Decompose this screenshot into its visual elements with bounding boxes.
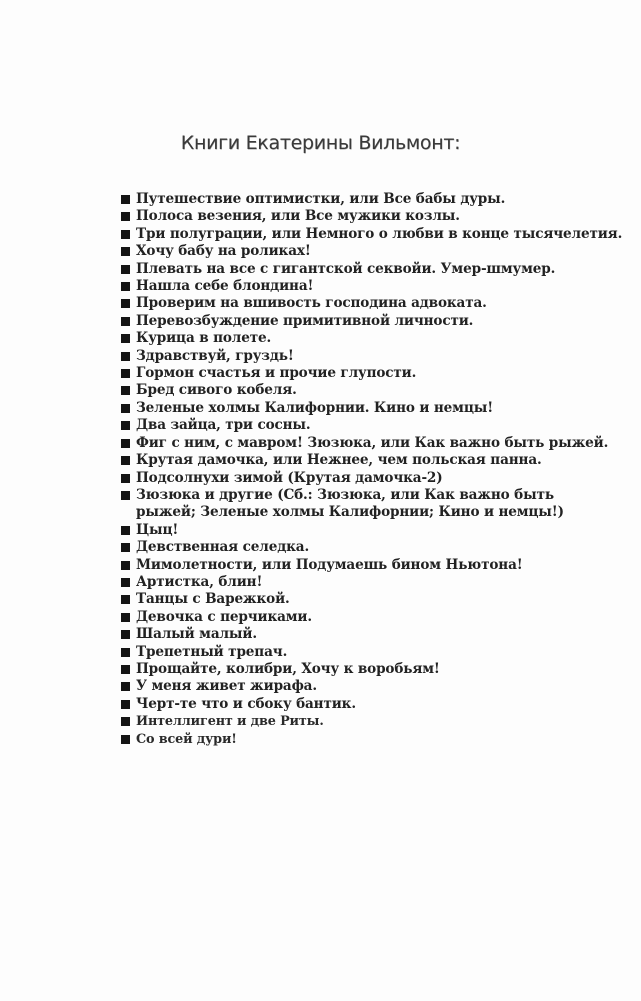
book-title: Перевозбуждение примитивной личности. xyxy=(136,312,474,329)
square-bullet-icon xyxy=(121,282,130,291)
square-bullet-icon xyxy=(121,630,130,639)
list-item xyxy=(120,557,590,574)
square-bullet-icon xyxy=(121,404,130,413)
square-bullet-icon xyxy=(121,456,130,465)
list-item xyxy=(120,278,590,295)
square-bullet-icon xyxy=(121,543,130,552)
square-bullet-icon xyxy=(121,299,130,308)
book-title: Крутая дамочка, или Нежнее, чем польская панна. xyxy=(136,452,542,469)
list-item xyxy=(120,295,590,312)
book-title: Два зайца, три сосны. xyxy=(136,417,311,434)
list-item xyxy=(120,487,590,522)
square-bullet-icon xyxy=(121,195,130,204)
book-title: Полоса везения, или Все мужики козлы. xyxy=(136,208,460,225)
list-item xyxy=(120,731,590,748)
book-title: Трепетный трепач. xyxy=(136,643,288,660)
book-title: Три полуграции, или Немного о любви в конце тысячелетия. xyxy=(136,225,623,242)
square-bullet-icon xyxy=(121,682,130,691)
book-title: Подсолнухи зимой (Крутая дамочка-2) xyxy=(136,469,443,486)
list-item xyxy=(120,191,590,208)
list-item xyxy=(120,522,590,539)
square-bullet-icon xyxy=(121,230,130,239)
book-title: Цыц! xyxy=(136,521,179,538)
book-title: Гормон счастья и прочие глупости. xyxy=(136,365,417,382)
list-item xyxy=(120,574,590,591)
list-item xyxy=(120,365,590,382)
list-item xyxy=(120,313,590,330)
square-bullet-icon xyxy=(121,491,130,500)
list-item xyxy=(120,348,590,365)
square-bullet-icon xyxy=(121,317,130,326)
list-item xyxy=(120,609,590,626)
square-bullet-icon xyxy=(121,717,130,726)
list-item xyxy=(120,261,590,278)
list-item xyxy=(120,400,590,417)
book-title: Черт-те что и сбоку бантик. xyxy=(136,695,356,712)
book-title: Бред сивого кобеля. xyxy=(136,382,297,399)
list-item xyxy=(120,243,590,260)
list-item xyxy=(120,330,590,347)
book-title: Зеленые холмы Калифорнии. Кино и немцы! xyxy=(136,399,494,416)
list-item xyxy=(120,452,590,469)
book-title: Фиг с ним, с мавром! Зюзюка, или Как важно быть рыжей. xyxy=(136,434,609,451)
square-bullet-icon xyxy=(121,665,130,674)
list-item xyxy=(120,696,590,713)
list-item xyxy=(120,713,590,730)
square-bullet-icon xyxy=(121,439,130,448)
square-bullet-icon xyxy=(121,386,130,395)
square-bullet-icon xyxy=(121,578,130,587)
book-title: Путешествие оптимистки, или Все бабы дуры. xyxy=(136,191,506,207)
book-title: Курица в полете. xyxy=(136,330,272,347)
square-bullet-icon xyxy=(121,352,130,361)
book-title: Прощайте, колибри, Хочу к воробьям! xyxy=(136,660,440,677)
book-list xyxy=(120,191,623,748)
book-title: Здравствуй, груздь! xyxy=(136,347,294,364)
square-bullet-icon xyxy=(121,648,130,657)
list-item xyxy=(120,382,590,399)
square-bullet-icon xyxy=(121,595,130,604)
book-title: Мимолетности, или Подумаешь бином Ньютона! xyxy=(136,556,523,573)
book-title: Нашла себе блондина! xyxy=(136,278,314,295)
book-title: Хочу бабу на роликах! xyxy=(136,243,311,260)
square-bullet-icon xyxy=(121,700,130,709)
book-title: Со всей дури! xyxy=(136,731,237,747)
list-item xyxy=(120,591,590,608)
square-bullet-icon xyxy=(121,526,130,535)
square-bullet-icon xyxy=(121,212,130,221)
book-title: Девственная селедка. xyxy=(136,539,310,556)
square-bullet-icon xyxy=(121,334,130,343)
book-title: Интеллигент и две Риты. xyxy=(136,714,324,730)
list-item xyxy=(120,208,590,225)
square-bullet-icon xyxy=(121,735,130,744)
square-bullet-icon xyxy=(121,421,130,430)
list-item xyxy=(120,417,590,434)
square-bullet-icon xyxy=(121,369,130,378)
list-item xyxy=(120,644,590,661)
list-item xyxy=(120,434,609,452)
list-item xyxy=(120,470,590,487)
book-title: Зюзюка и другие (Сб.: Зюзюка, или Как важно быть рыжей; Зеленые холмы Калифорнии; Кино и немцы!) xyxy=(136,486,564,521)
list-item xyxy=(120,678,590,695)
square-bullet-icon xyxy=(121,613,130,622)
book-title: У меня живет жирафа. xyxy=(136,678,317,695)
list-item xyxy=(120,225,623,243)
list-item xyxy=(120,539,590,556)
book-title: Артистка, блин! xyxy=(136,573,263,590)
book-title: Проверим на вшивость господина адвоката. xyxy=(136,295,487,312)
list-item xyxy=(120,661,590,678)
page-title: Книги Екатерины Вильмонт: xyxy=(180,131,461,154)
list-item xyxy=(120,626,590,643)
square-bullet-icon xyxy=(121,561,130,570)
square-bullet-icon xyxy=(121,247,130,256)
book-title: Танцы с Варежкой. xyxy=(136,591,290,608)
book-title: Девочка с перчиками. xyxy=(136,608,312,625)
square-bullet-icon xyxy=(121,265,130,274)
square-bullet-icon xyxy=(121,474,130,483)
book-title: Шалый малый. xyxy=(136,626,257,643)
book-title: Плевать на все с гигантской секвойи. Умер-шмумер. xyxy=(136,260,556,277)
